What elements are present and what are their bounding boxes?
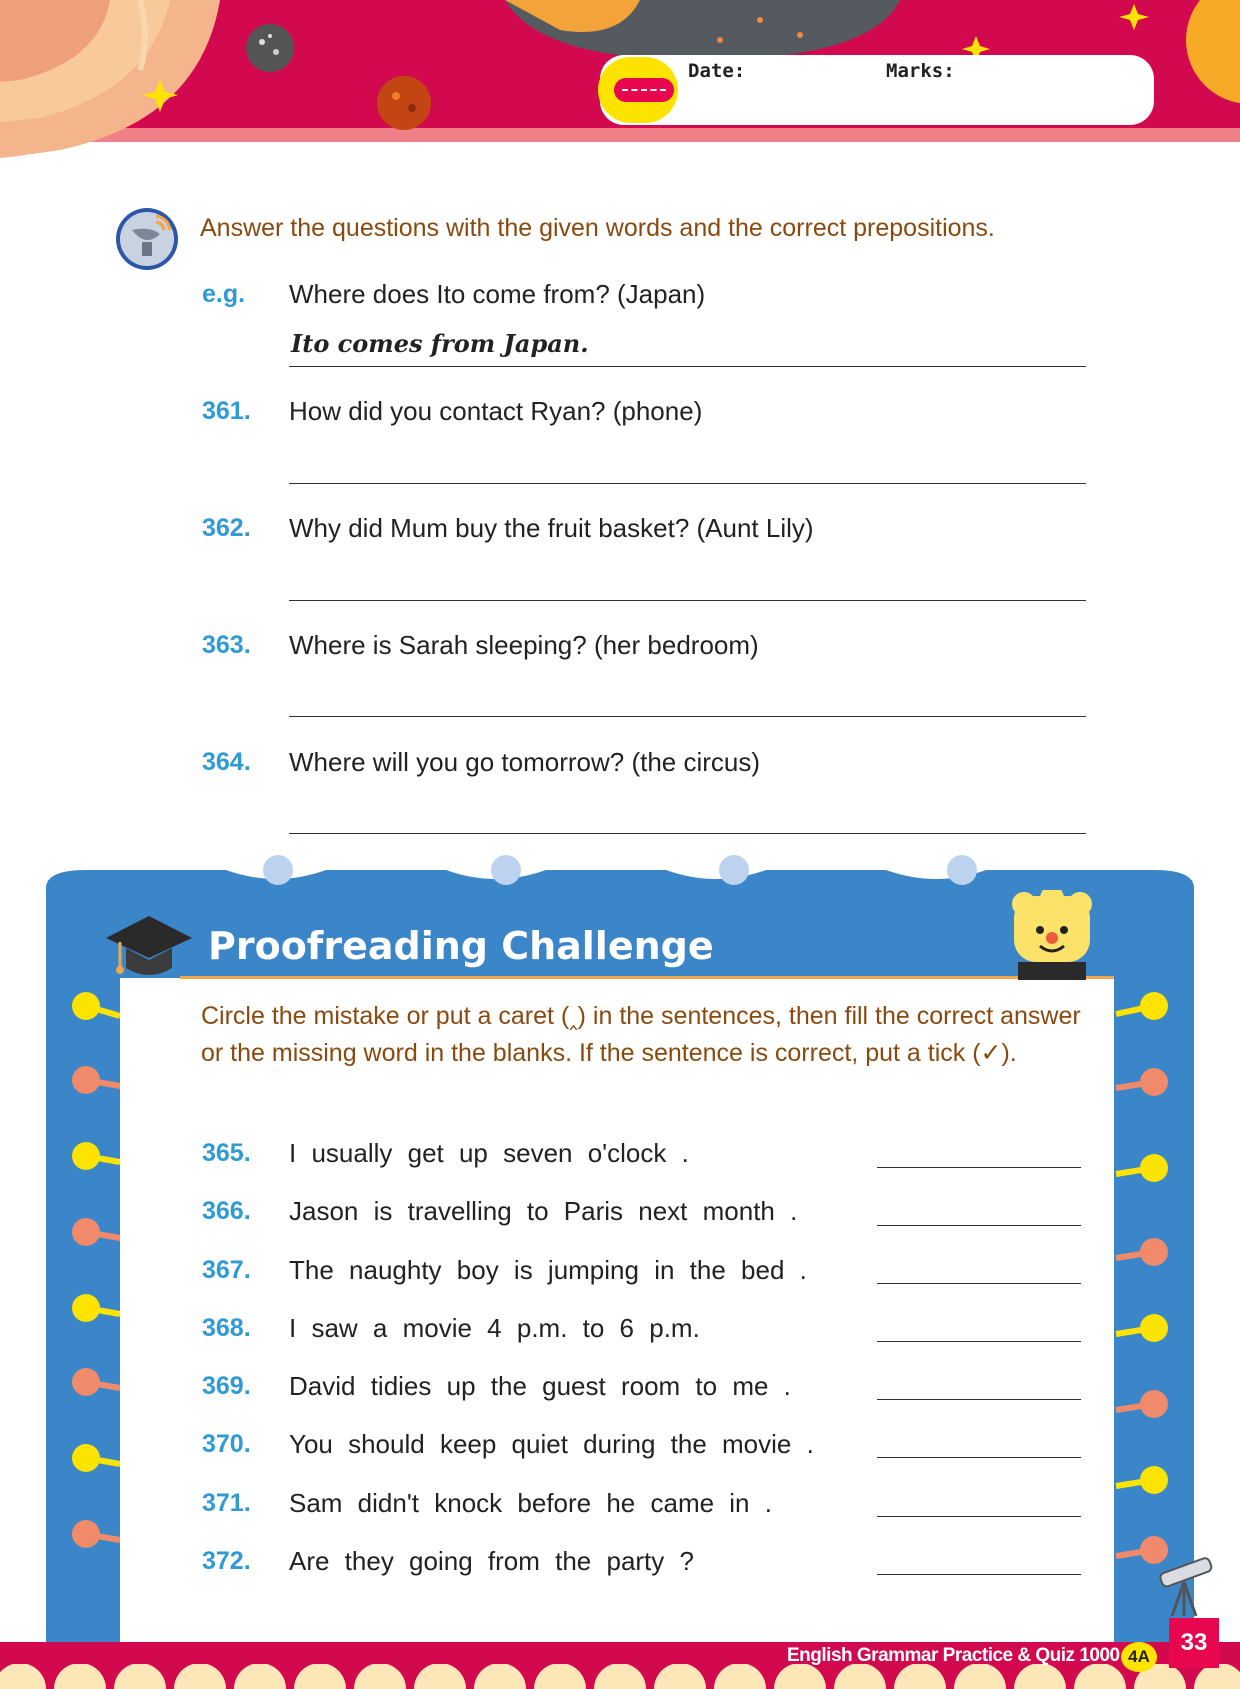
mascot-icon (1004, 890, 1100, 984)
satellite-dish-icon (116, 208, 178, 270)
proofreading-item-number: 370. (202, 1430, 251, 1458)
page-number: 33 (1169, 1618, 1219, 1668)
proofreading-sentence[interactable]: David tidies up the guest room to me . (289, 1371, 791, 1401)
book-title: English Grammar Practice & Quiz 1000 (787, 1645, 1120, 1666)
example-number: e.g. (202, 280, 246, 308)
proofreading-answer-line[interactable] (877, 1283, 1081, 1284)
proofreading-sentence[interactable]: I usually get up seven o'clock . (289, 1138, 689, 1168)
proofreading-answer-line[interactable] (877, 1167, 1081, 1168)
example-question: Where does Ito come from? (Japan) (289, 279, 706, 309)
proofreading-answer-line[interactable] (877, 1225, 1081, 1226)
question-text: Where is Sarah sleeping? (her bedroom) (289, 630, 759, 660)
proofreading-answer-line[interactable] (877, 1574, 1081, 1575)
proofreading-sentence[interactable]: You should keep quiet during the movie . (289, 1429, 814, 1459)
proofreading-answer-line[interactable] (877, 1516, 1081, 1517)
date-tab-inner (614, 78, 674, 102)
proofreading-item-number: 367. (202, 1256, 251, 1284)
question-text: Where will you go tomorrow? (the circus) (289, 747, 761, 777)
proofreading-sentence[interactable]: Sam didn't knock before he came in . (289, 1488, 772, 1518)
title-underline (180, 976, 1114, 979)
proofreading-item-number: 371. (202, 1489, 251, 1517)
question-number: 363. (202, 631, 251, 659)
proofreading-item-number: 366. (202, 1197, 251, 1225)
proofreading-instruction: Circle the mistake or put a caret (‸) in the sentences, then fill the correct answer or the missing word in the blanks. If the sentence is correct, put a tick (✓). (201, 1002, 1081, 1067)
question-text: Why did Mum buy the fruit basket? (Aunt Lily) (289, 513, 814, 543)
marks-label: Marks: (886, 60, 955, 82)
proofreading-title: Proofreading Challenge (208, 924, 714, 968)
proofreading-item-number: 372. (202, 1547, 251, 1575)
proofreading-item-number: 369. (202, 1372, 251, 1400)
proofreading-item-number: 365. (202, 1139, 251, 1167)
telescope-icon (1154, 1556, 1226, 1622)
proofreading-sentence[interactable]: Jason is travelling to Paris next month . (289, 1196, 798, 1226)
footer-scallops (0, 1664, 1240, 1689)
example-answer: Ito comes from Japan. (291, 329, 589, 358)
answer-line[interactable] (289, 483, 1086, 484)
section1-instruction: Answer the questions with the given words and the correct prepositions. (200, 214, 995, 242)
proofreading-answer-line[interactable] (877, 1457, 1081, 1458)
proofreading-answer-line[interactable] (877, 1341, 1081, 1342)
answer-line[interactable] (289, 716, 1086, 717)
proofreading-sheet (120, 978, 1114, 1642)
question-text: How did you contact Ryan? (phone) (289, 396, 703, 426)
proofreading-answer-line[interactable] (877, 1399, 1081, 1400)
proofreading-sentence[interactable]: Are they going from the party ? (289, 1546, 694, 1576)
date-label: Date: (688, 60, 746, 82)
example-answer-line (289, 366, 1086, 367)
date-marks-card (600, 55, 1154, 125)
proofreading-item-number: 368. (202, 1314, 251, 1342)
proofreading-sentence[interactable]: I saw a movie 4 p.m. to 6 p.m. (289, 1313, 700, 1343)
grade-badge: 4A (1121, 1642, 1157, 1672)
answer-line[interactable] (289, 600, 1086, 601)
proofreading-sentence[interactable]: The naughty boy is jumping in the bed . (289, 1255, 807, 1285)
answer-line[interactable] (289, 833, 1086, 834)
question-number: 361. (202, 397, 251, 425)
question-number: 364. (202, 748, 251, 776)
question-number: 362. (202, 514, 251, 542)
